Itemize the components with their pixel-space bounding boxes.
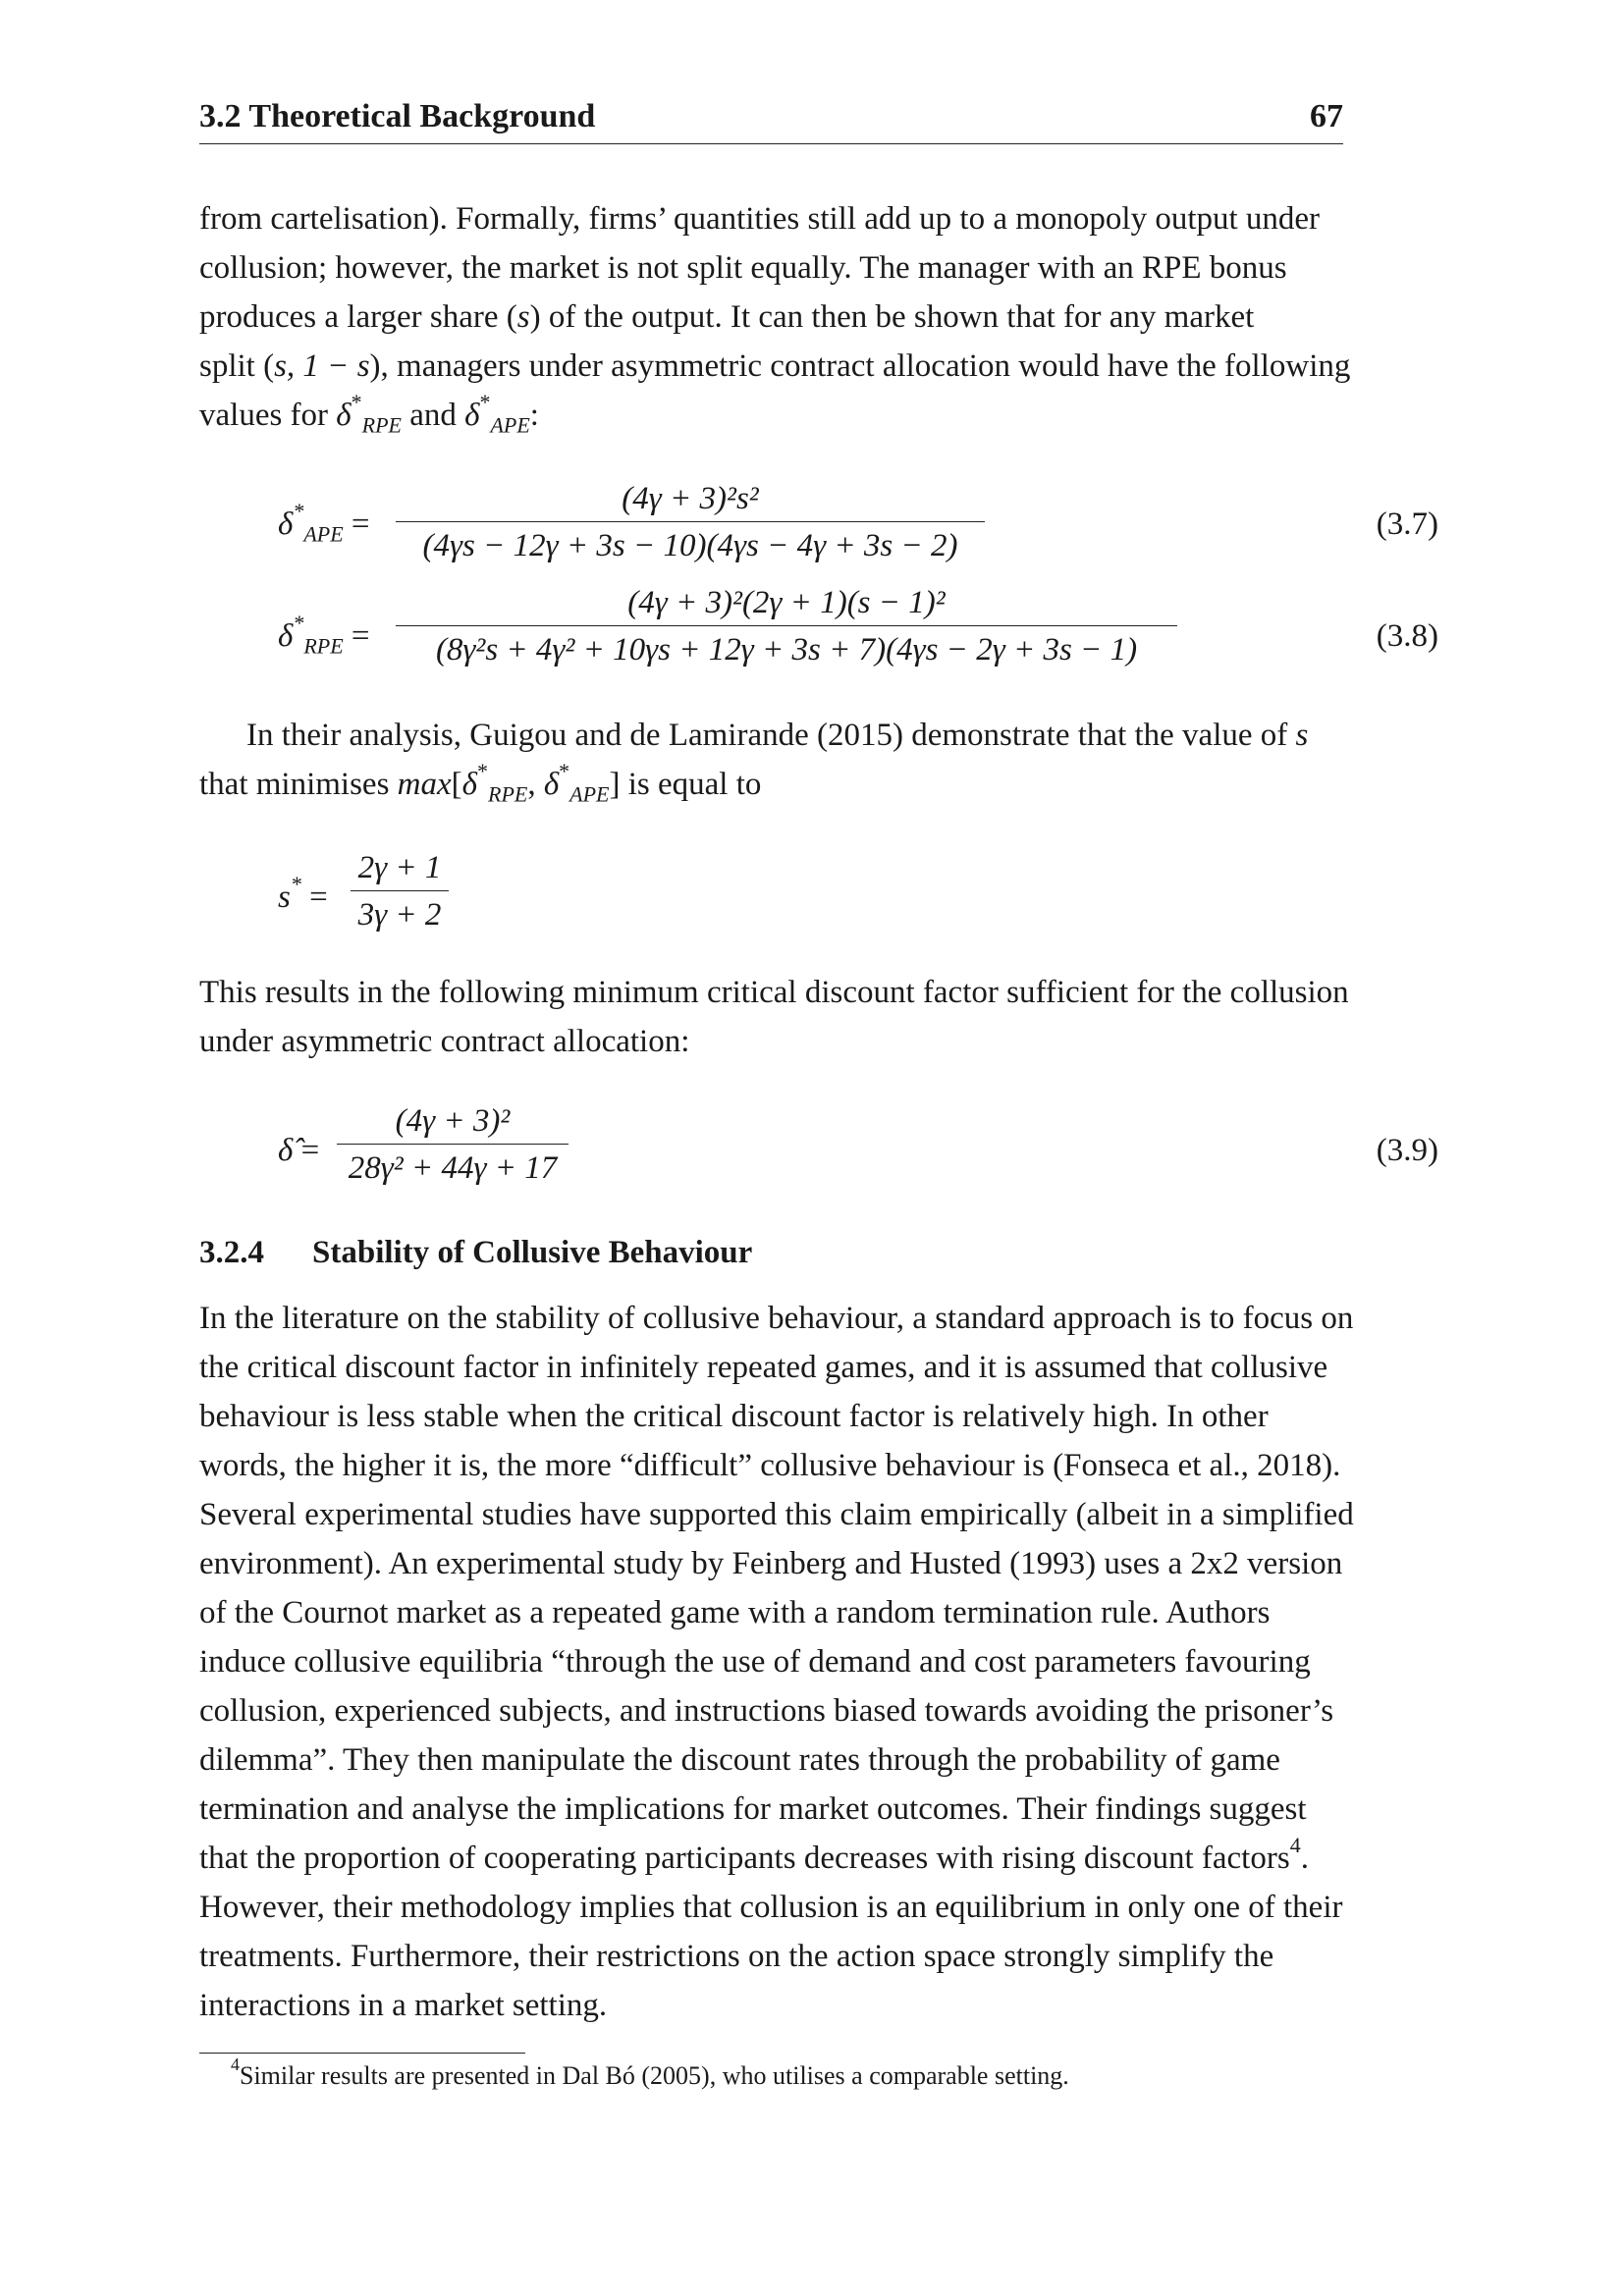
numerator: (4γ + 3)²s² — [622, 481, 759, 516]
text-line: However, their methodology implies that collusion is an equilibrium in only one of their — [199, 1890, 1343, 1925]
text-line: This results in the following minimum critical discount factor sufficient for the collusion — [199, 975, 1349, 1010]
text-line: that the proportion of cooperating participants decreases with rising discount factors$^4$. — [199, 1833, 1309, 1876]
text-line: produces a larger share (s) of the output. It can then be shown that for any market — [199, 299, 1255, 335]
equation-lhs: δ̂ = — [278, 1133, 320, 1168]
footnote-reference[interactable]: 4 — [1289, 1833, 1301, 1857]
text-line: interactions in a market setting. — [199, 1988, 608, 2023]
numerator: (4γ + 3)² — [395, 1103, 511, 1139]
equation-fraction — [351, 850, 449, 934]
equation-lhs: $\delta^*_{RPE}$ = — [278, 611, 370, 659]
text-line: that minimises $\max[\delta^*_{RPE}$, $\delta^*_{APE}$] is equal to — [199, 759, 762, 807]
paragraph-stability — [199, 1294, 1438, 2030]
paragraph-analysis — [199, 711, 1438, 809]
denominator: 3γ + 2 — [351, 890, 449, 934]
denominator: (8γ²s + 4γ² + 10γs + 12γ + 3s + 7)(4γs − 2γ + 3s − 1) — [396, 625, 1177, 668]
denominator: (4γs − 12γ + 3s − 10)(4γs − 4γ + 3s − 2) — [396, 521, 985, 564]
equation-lhs: $\delta^*_{APE}$ = — [278, 499, 370, 547]
text-line: values for $\delta^*_{RPE}$ and $\delta^*_{APE}$: — [199, 390, 539, 438]
text-line: dilemma”. They then manipulate the discount rates through the probability of game — [199, 1742, 1280, 1778]
numerator: (4γ + 3)²(2γ + 1)(s − 1)² — [627, 585, 946, 620]
equation-3-7 — [199, 481, 1438, 579]
running-header — [199, 98, 1343, 144]
text-line: behaviour is less stable when the critical discount factor is relatively high. In other — [199, 1399, 1269, 1434]
text-line: of the Cournot market as a repeated game with a random termination rule. Authors — [199, 1595, 1271, 1630]
equation-lhs: s* = — [278, 872, 328, 915]
paragraph-results — [199, 968, 1438, 1066]
text-line: the critical discount factor in infinitely repeated games, and it is assumed that collusive — [199, 1350, 1328, 1385]
numerator: 2γ + 1 — [357, 850, 442, 885]
equation-3-9 — [199, 1103, 1438, 1201]
equation-s-star — [199, 850, 1438, 948]
text-line: In the literature on the stability of collusive behaviour, a standard approach is to focus on — [199, 1301, 1354, 1336]
text-line: termination and analyse the implications for market outcomes. Their findings suggest — [199, 1791, 1307, 1827]
equation-fraction — [396, 585, 1177, 668]
section-number: 3.2.4 — [199, 1235, 264, 1270]
denominator: 28γ² + 44γ + 17 — [337, 1144, 568, 1187]
equation-fraction — [337, 1103, 568, 1187]
text-line: Several experimental studies have supported this claim empirically (albeit in a simplified — [199, 1497, 1354, 1532]
equation-fraction — [396, 481, 985, 564]
text-line: collusion; however, the market is not split equally. The manager with an RPE bonus — [199, 250, 1287, 286]
delta-ape-symbol: δ — [464, 398, 480, 433]
delta-rpe-symbol: δ — [336, 398, 352, 433]
text-line: environment). An experimental study by Feinberg and Husted (1993) uses a 2x2 version — [199, 1546, 1343, 1581]
text-line: induce collusive equilibria “through the use of demand and cost parameters favouring — [199, 1644, 1311, 1680]
footnote-rule — [199, 2053, 525, 2054]
equation-3-8 — [199, 585, 1438, 683]
paragraph-intro — [199, 194, 1438, 440]
footnote-text: Similar results are presented in Dal Bó (2005), who utilises a comparable setting. — [240, 2061, 1069, 2090]
section-heading — [199, 1235, 752, 1271]
text-line: treatments. Furthermore, their restrictions on the action space strongly simplify the — [199, 1939, 1274, 1974]
text-line: In their analysis, Guigou and de Lamirande (2015) demonstrate that the value of s — [246, 718, 1309, 753]
section-title: Stability of Collusive Behaviour — [312, 1235, 753, 1270]
equation-number: (3.7) — [1376, 507, 1438, 542]
page-number: 67 — [1310, 98, 1343, 134]
text-line: collusion, experienced subjects, and instructions biased towards avoiding the prisoner’s — [199, 1693, 1334, 1729]
equation-number: (3.8) — [1376, 618, 1438, 654]
text-line: words, the higher it is, the more “difficult” collusive behaviour is (Fonseca et al., 2018). — [199, 1448, 1341, 1483]
text-line: under asymmetric contract allocation: — [199, 1024, 690, 1059]
footnote — [231, 2055, 1069, 2093]
text-line: split (s, 1 − s), managers under asymmetric contract allocation would have the following — [199, 348, 1351, 384]
footnote-mark: 4 — [231, 2055, 240, 2075]
text-line: from cartelisation). Formally, firms’ quantities still add up to a monopoly output under — [199, 201, 1321, 237]
equation-number: (3.9) — [1376, 1133, 1438, 1168]
header-title: 3.2 Theoretical Background — [199, 98, 596, 134]
